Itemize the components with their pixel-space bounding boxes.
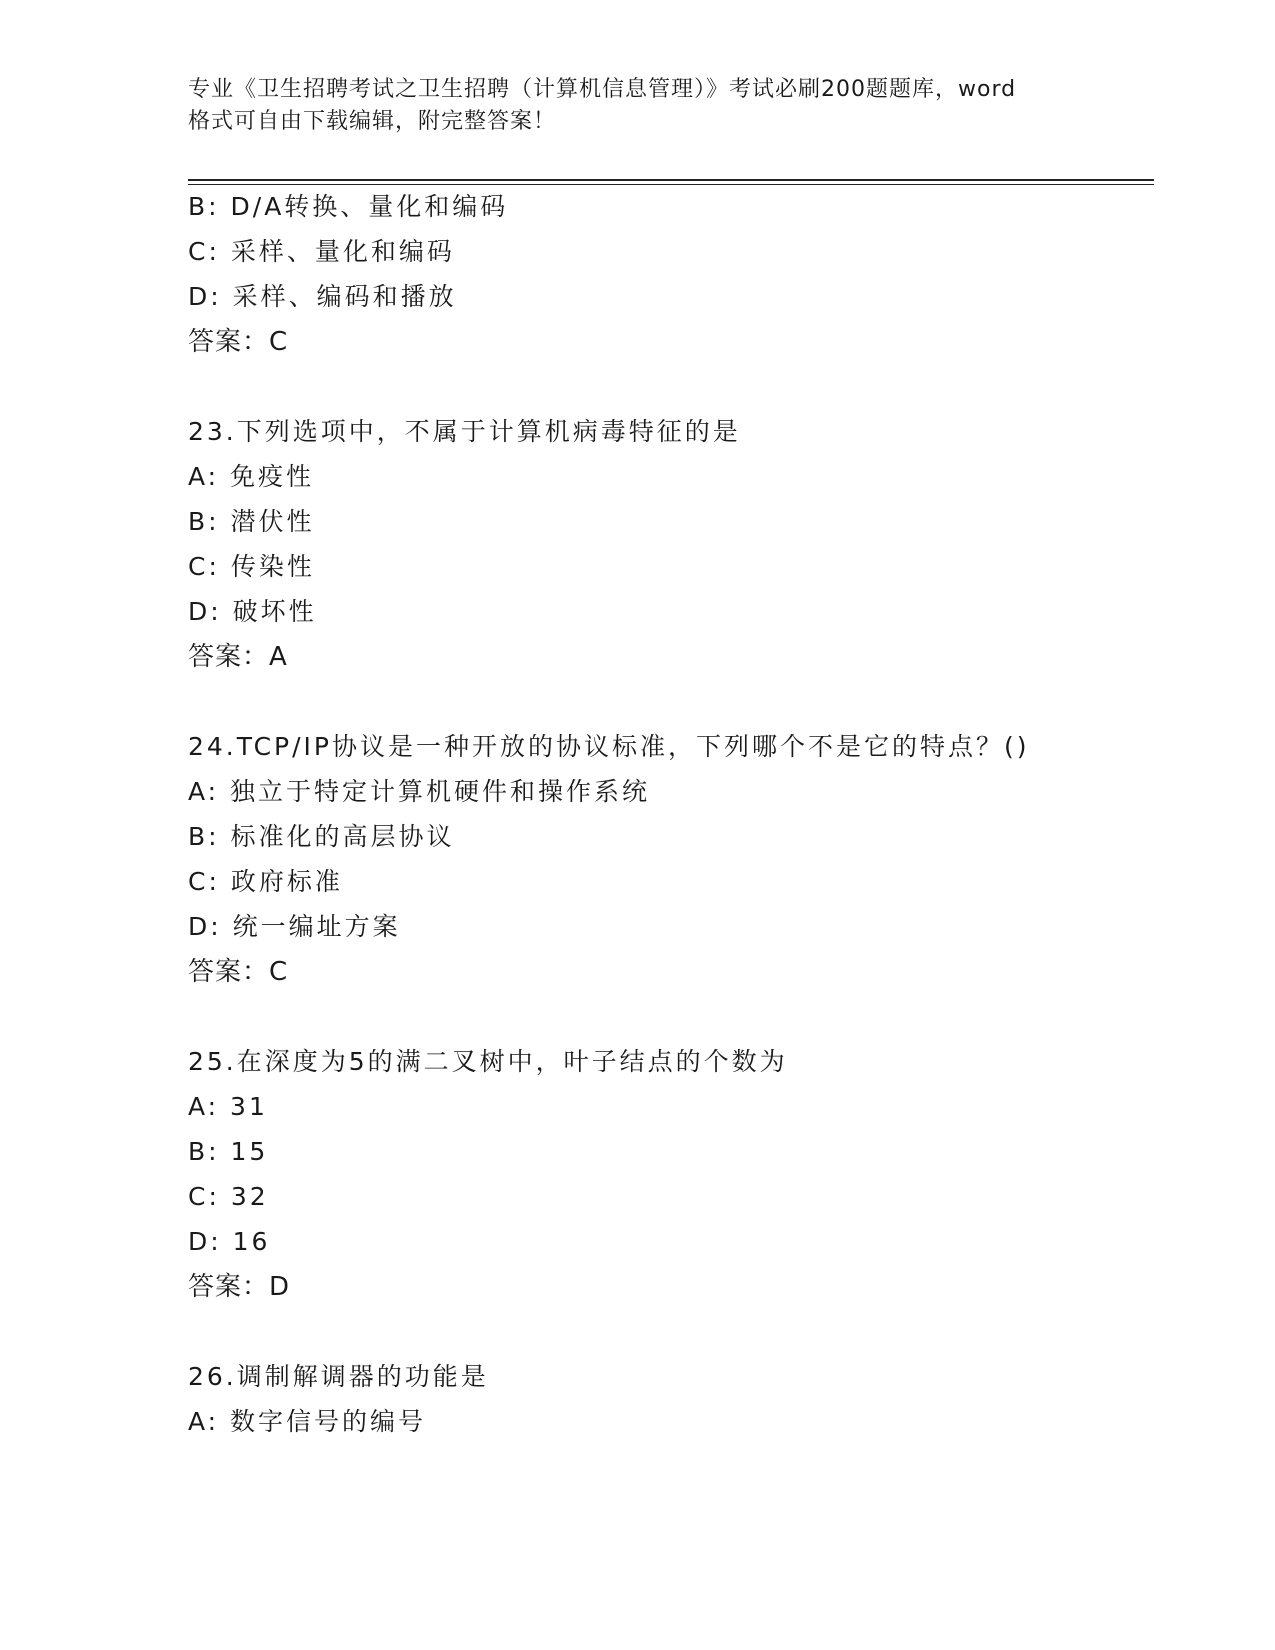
header-divider-thin (188, 184, 1154, 185)
q25-answer: 答案：D (188, 1272, 291, 1302)
q23-question: 23.下列选项中，不属于计算机病毒特征的是 (188, 417, 741, 446)
q22-option-b: B: D/A转换、量化和编码 (188, 192, 509, 221)
q22-option-c: C: 采样、量化和编码 (188, 237, 455, 266)
q23-option-c: C: 传染性 (188, 552, 315, 581)
q24-option-c: C: 政府标准 (188, 867, 343, 896)
q23-answer: 答案：A (188, 642, 288, 672)
q25-option-b: B: 15 (188, 1137, 269, 1166)
q26-question: 26.调制解调器的功能是 (188, 1362, 489, 1391)
q24-option-a: A: 独立于特定计算机硬件和操作系统 (188, 777, 651, 806)
q24-question: 24.TCP/IP协议是一种开放的协议标准，下列哪个不是它的特点？() (188, 732, 1030, 761)
q23-option-b: B: 潜伏性 (188, 507, 315, 536)
header-divider-thick (188, 179, 1154, 181)
q25-question: 25.在深度为5的满二叉树中，叶子结点的个数为 (188, 1047, 788, 1076)
q25-option-c: C: 32 (188, 1182, 269, 1211)
q23-option-a: A: 免疫性 (188, 462, 315, 491)
q24-option-d: D: 统一编址方案 (188, 912, 401, 941)
q25-option-a: A: 31 (188, 1092, 268, 1121)
q26-option-a: A: 数字信号的编号 (188, 1407, 427, 1436)
header-title-line1: 专业《卫生招聘考试之卫生招聘（计算机信息管理）》考试必刷200题题库，word (188, 77, 1017, 102)
q22-option-d: D: 采样、编码和播放 (188, 282, 457, 311)
q22-answer: 答案：C (188, 327, 289, 357)
q23-option-d: D: 破坏性 (188, 597, 317, 626)
q24-option-b: B: 标准化的高层协议 (188, 822, 455, 851)
header-title-line2: 格式可自由下载编辑，附完整答案！ (188, 109, 557, 134)
document-header (188, 74, 1088, 138)
q24-answer: 答案：C (188, 957, 289, 987)
q25-option-d: D: 16 (188, 1227, 271, 1256)
